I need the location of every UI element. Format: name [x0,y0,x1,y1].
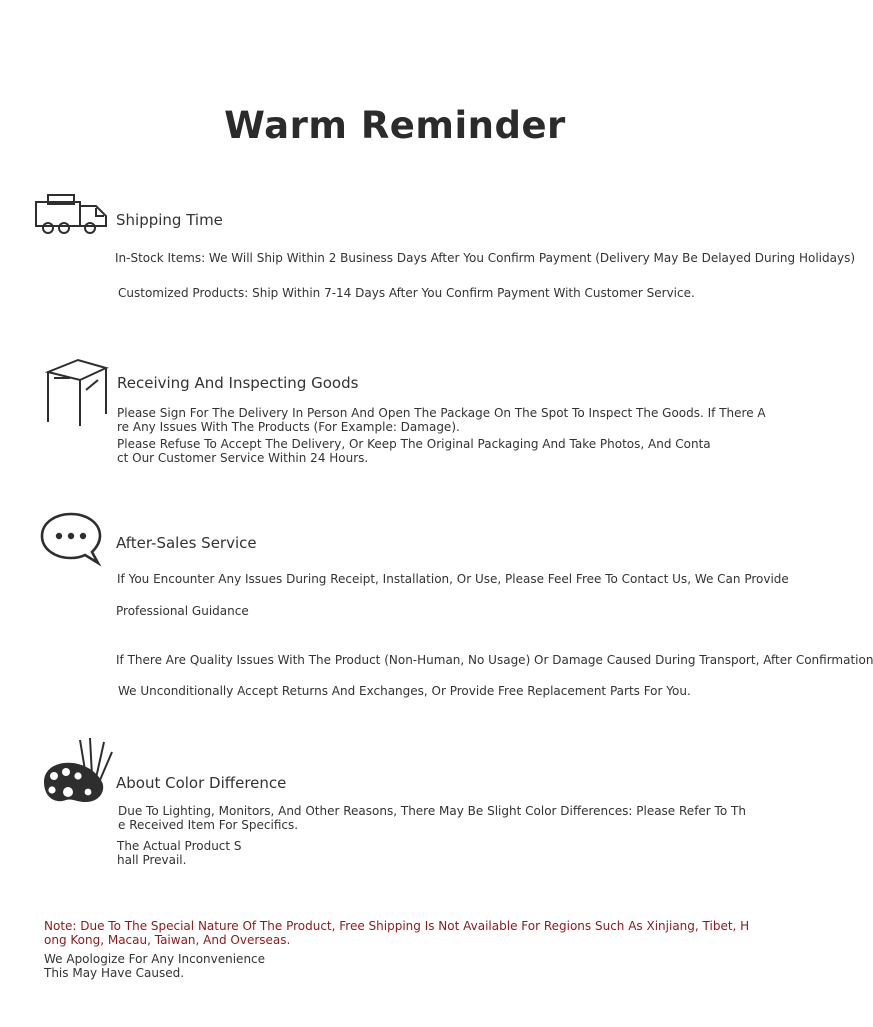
apology-note: We Apologize For Any Inconvenience This May Have Caused. [44,952,266,980]
after-sales-line-3: If There Are Quality Issues With The Product (Non-Human, No Usage) Or Damage Caused During Transport, After Confirmation [116,653,873,667]
chat-bubble-icon [40,512,102,566]
receiving-paragraph-2: Please Refuse To Accept The Delivery, Or Keep The Original Packaging And Take Photos, And Contact Our Customer Service Within 24 Hours. [117,437,711,465]
color-difference-paragraph-1: Due To Lighting, Monitors, And Other Reasons, There May Be Slight Color Differences: Please Refer To The Received Item For Specifics. [118,804,746,832]
after-sales-line-4: We Unconditionally Accept Returns And Exchanges, Or Provide Free Replacement Parts For You. [118,684,691,698]
shipping-restriction-note: Note: Due To The Special Nature Of The Product, Free Shipping Is Not Available For Regions Such As Xinjiang, Tibet, Hong Kong, Macau, Taiwan, And Overseas. [44,919,750,947]
page-title: Warm Reminder [224,104,566,147]
truck-icon [34,194,114,240]
receiving-heading: Receiving And Inspecting Goods [117,374,359,392]
package-box-icon [40,356,112,428]
paint-palette-icon [40,736,116,808]
after-sales-heading: After-Sales Service [116,534,257,552]
shipping-line-2: Customized Products: Ship Within 7-14 Days After You Confirm Payment With Customer Service. [118,286,695,300]
color-difference-heading: About Color Difference [116,774,287,792]
receiving-paragraph-1: Please Sign For The Delivery In Person And Open The Package On The Spot To Inspect The Goods. If There Are Any Issues With The Products (For Example: Damage). [117,406,766,434]
shipping-line-1: In-Stock Items: We Will Ship Within 2 Business Days After You Confirm Payment (Delivery May Be Delayed During Holidays) [115,251,855,265]
shipping-heading: Shipping Time [116,211,223,229]
after-sales-line-1: If You Encounter Any Issues During Receipt, Installation, Or Use, Please Feel Free To Contact Us, We Can Provide [117,572,789,586]
color-difference-paragraph-2: The Actual Product Shall Prevail. [117,839,242,867]
after-sales-line-2: Professional Guidance [116,604,249,618]
